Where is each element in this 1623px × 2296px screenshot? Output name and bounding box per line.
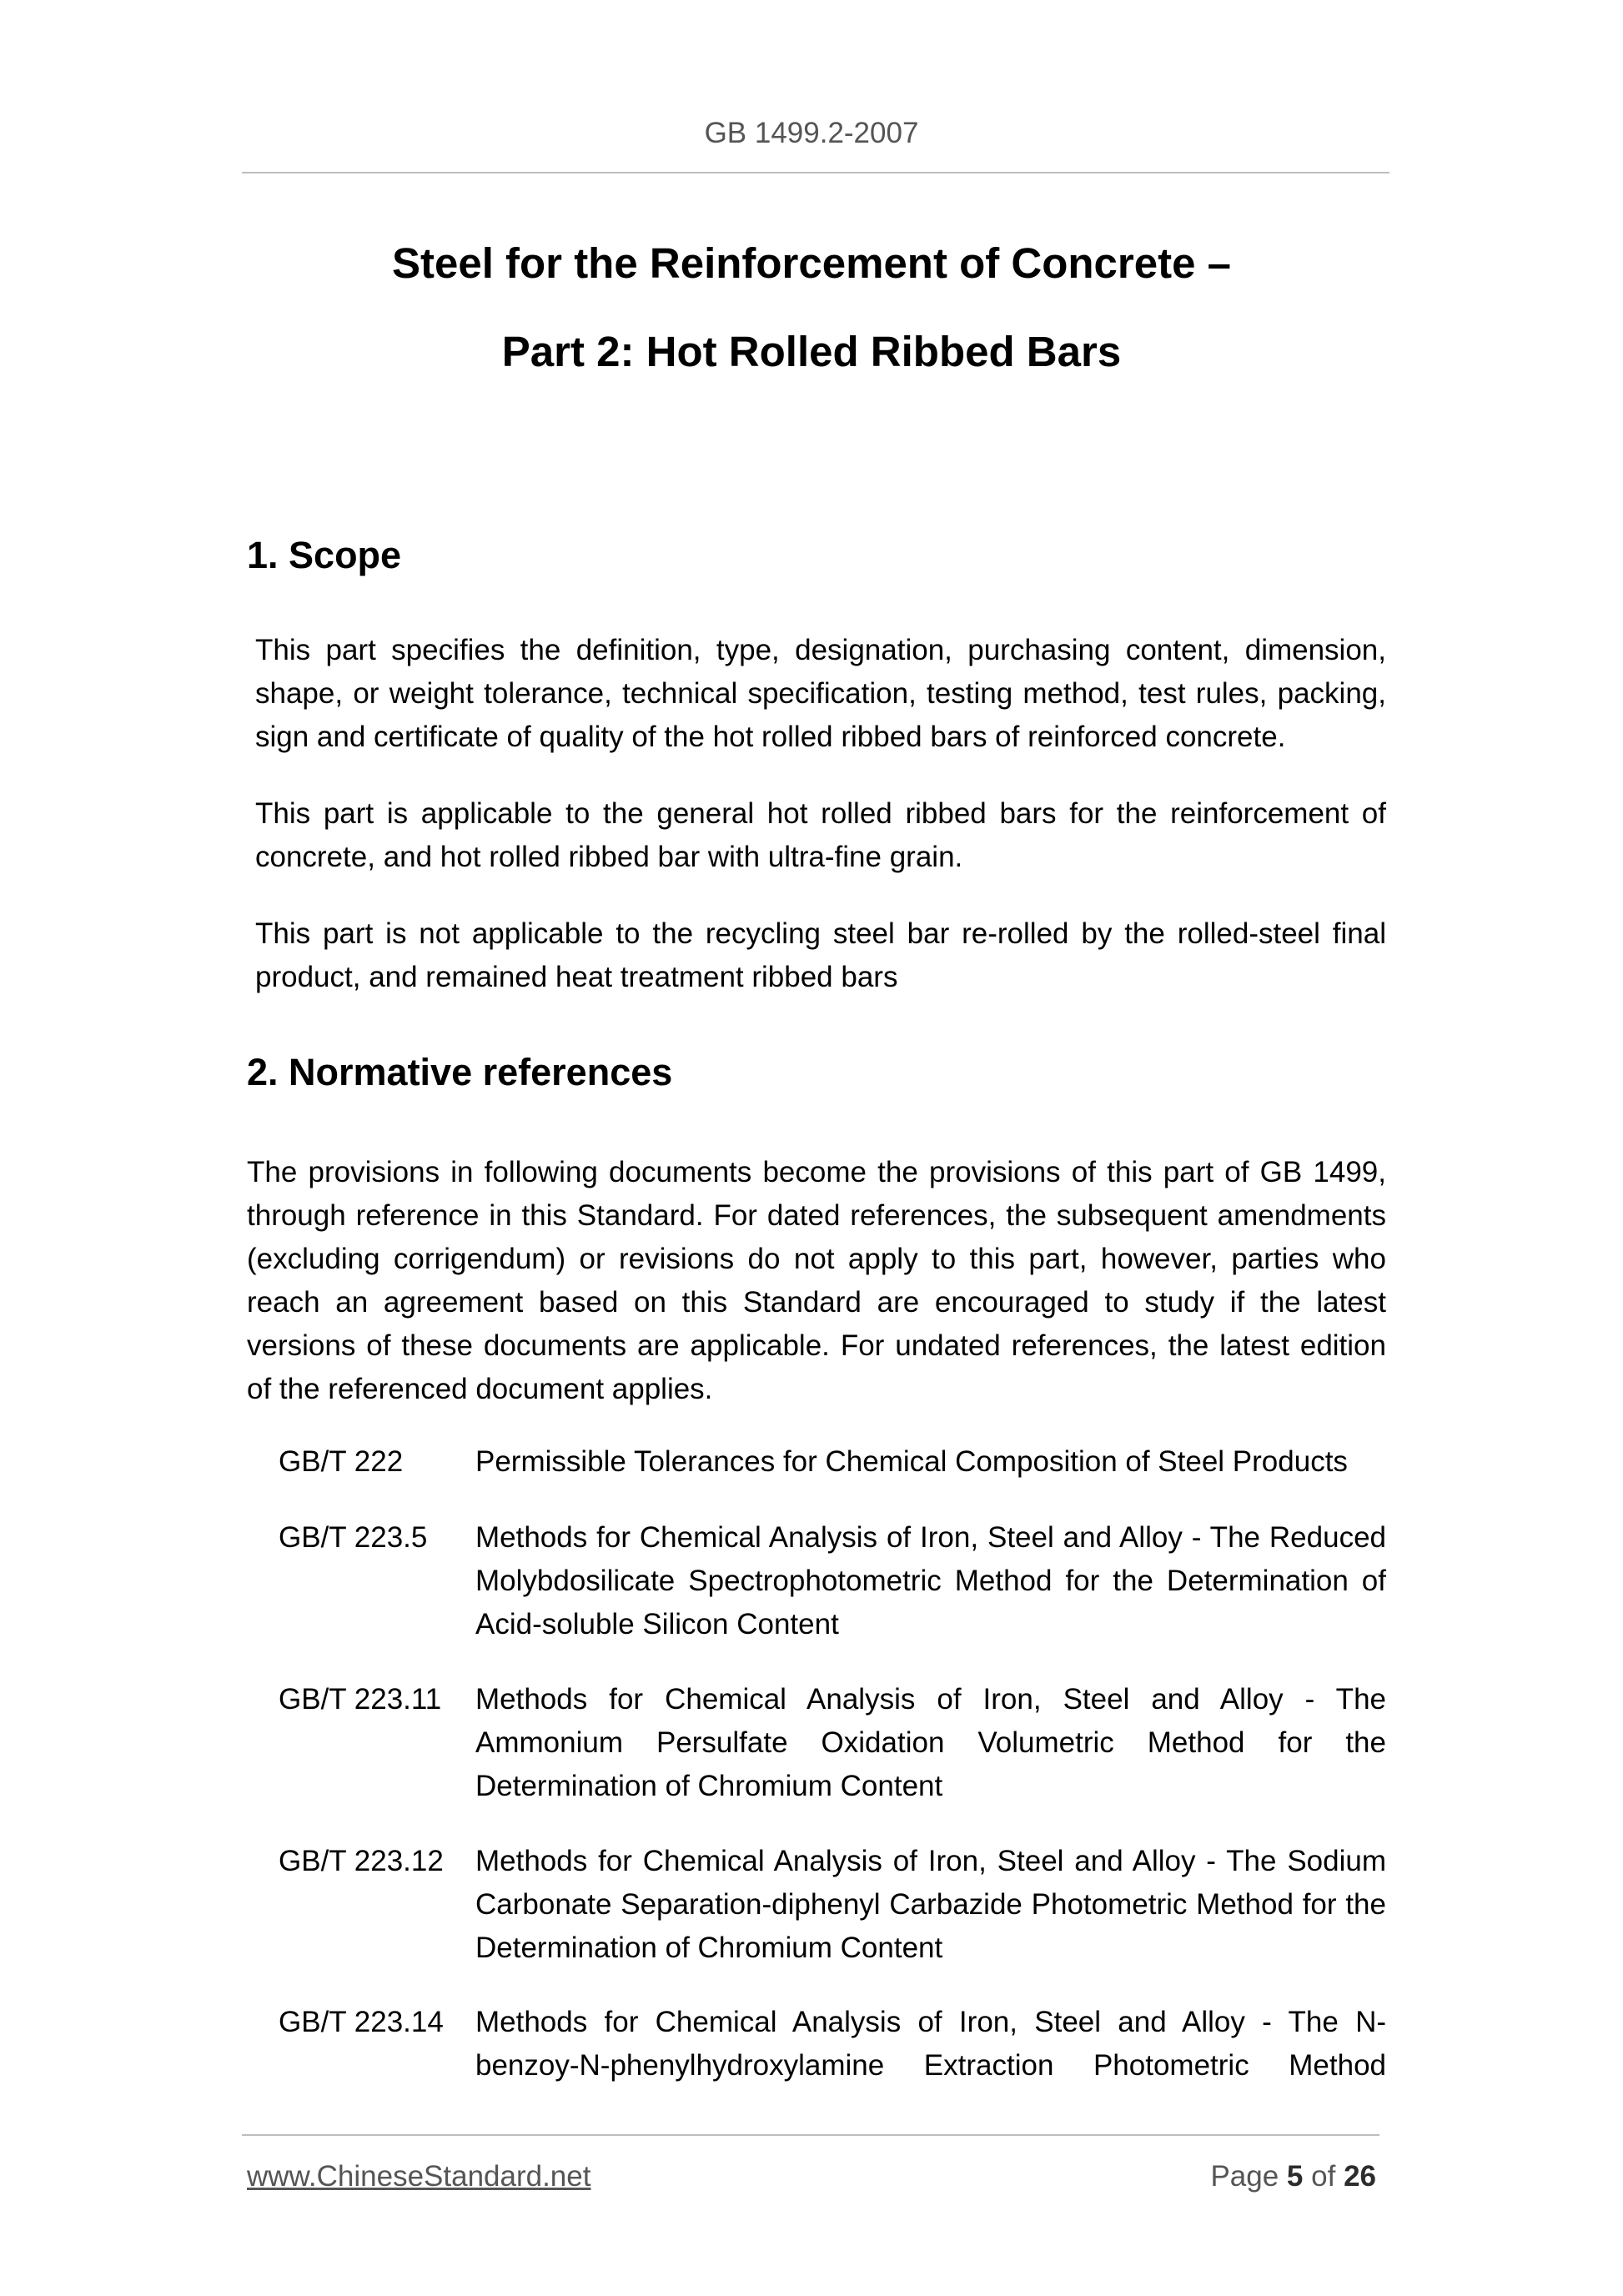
reference-code: GB/T 223.12 bbox=[279, 1845, 444, 1877]
scope-paragraph-3: This part is not applicable to the recycling steel bar re-rolled by the rolled-steel final product, and remained heat treatment ribbed bars bbox=[255, 917, 1386, 993]
page-label: Page bbox=[1210, 2160, 1279, 2193]
total-pages-number: 26 bbox=[1344, 2160, 1376, 2193]
reference-title: Methods for Chemical Analysis of Iron, Steel and Alloy - The Sodium Carbonate Separation-diphenyl Carbazide Photometric Method for the Determination of Chromium Content bbox=[475, 1845, 1386, 1964]
reference-code: GB/T 223.14 bbox=[279, 2006, 444, 2038]
page-indicator bbox=[1084, 2160, 1376, 2193]
reference-title: Permissible Tolerances for Chemical Composition of Steel Products bbox=[475, 1445, 1348, 1478]
reference-title: Methods for Chemical Analysis of Iron, Steel and Alloy - The N-benzoy-N-phenylhydroxylamine Extraction Photometric Method bbox=[475, 2006, 1386, 2082]
page-of-label: of bbox=[1311, 2160, 1336, 2193]
document-title-line-2: Part 2: Hot Rolled Ribbed Bars bbox=[501, 328, 1122, 375]
reference-code: GB/T 223.11 bbox=[279, 1683, 442, 1716]
footer-divider bbox=[242, 2134, 1379, 2136]
scope-paragraph-1: This part specifies the definition, type, designation, purchasing content, dimension, shape, or weight tolerance, technical specification, testing method, test rules, packing, sign and certificate of quality of the hot rolled ribbed bars of reinforced concrete. bbox=[255, 634, 1386, 753]
website-link[interactable]: www.ChineseStandard.net bbox=[247, 2160, 591, 2193]
scope-paragraph-2: This part is applicable to the general hot rolled ribbed bars for the reinforcement of concrete, and hot rolled ribbed bar with ultra-fine grain. bbox=[255, 797, 1386, 873]
current-page-number: 5 bbox=[1286, 2160, 1304, 2193]
document-code-header: GB 1499.2-2007 bbox=[704, 117, 919, 149]
normative-intro-paragraph: The provisions in following documents become the provisions of this part of GB 1499, through reference in this Standard. For dated references, the subsequent amendments (excluding corrigendum) or revisions do not apply to this part, however, parties who reach an agreement based on this Standard are encouraged to study if the latest versions of these documents are applicable. For undated references, the latest edition of the referenced document applies. bbox=[247, 1156, 1386, 1405]
reference-code: GB/T 223.5 bbox=[279, 1521, 428, 1554]
document-title-line-1: Steel for the Reinforcement of Concrete – bbox=[391, 239, 1232, 287]
scope-heading: 1. Scope bbox=[247, 534, 402, 576]
normative-references-heading: 2. Normative references bbox=[247, 1051, 673, 1093]
reference-title: Methods for Chemical Analysis of Iron, Steel and Alloy - The Reduced Molybdosilicate Spectrophotometric Method for the Determination of Acid-soluble Silicon Content bbox=[475, 1521, 1386, 1640]
header-divider bbox=[242, 172, 1389, 173]
reference-code: GB/T 222 bbox=[279, 1445, 404, 1478]
reference-title: Methods for Chemical Analysis of Iron, Steel and Alloy - The Ammonium Persulfate Oxidation Volumetric Method for the Determination of Chromium Content bbox=[475, 1683, 1386, 1802]
